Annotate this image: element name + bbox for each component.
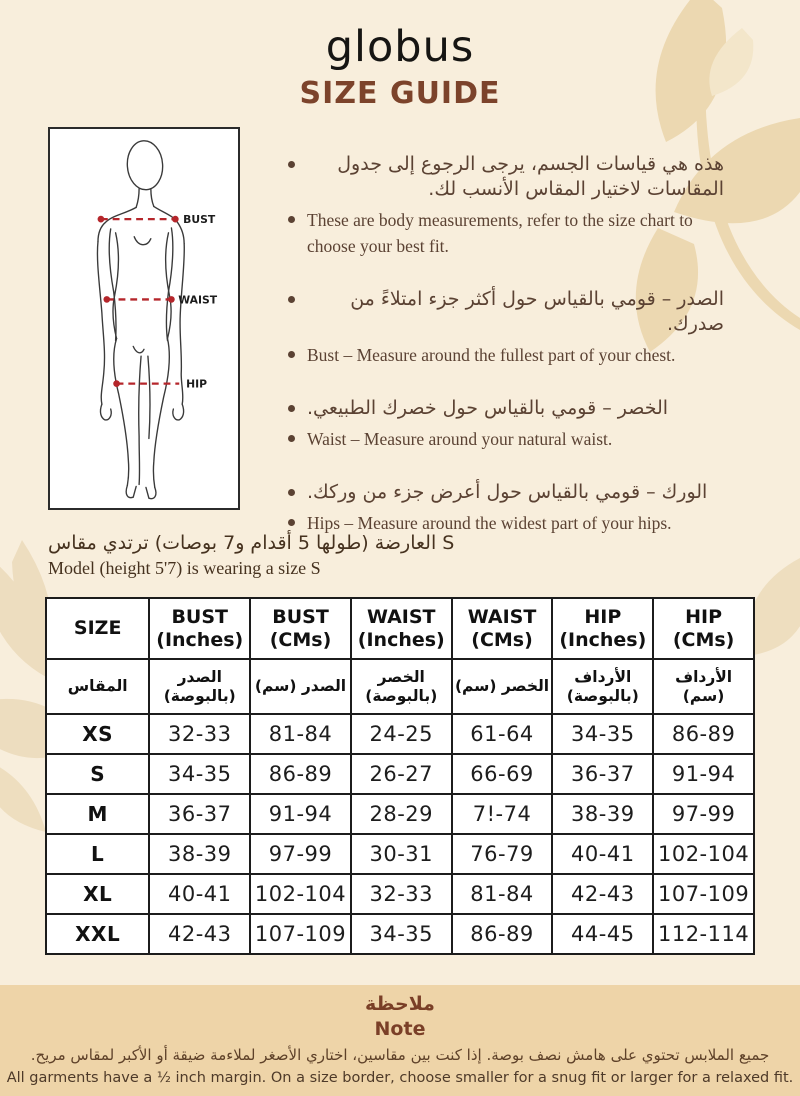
bust-label: BUST — [183, 213, 216, 227]
waist-inches-value: 34-35 — [351, 914, 452, 954]
list-item — [288, 342, 724, 368]
instructions-list — [288, 152, 724, 564]
col-header-hip-cms: HIP (CMs) — [653, 598, 754, 659]
bust-inches-value: 42-43 — [149, 914, 250, 954]
list-item — [288, 207, 724, 259]
instruction-group-hip — [288, 480, 724, 536]
model-note-ar-text: العارضة (طولها 5 أقدام و7 بوصات) ترتدي مقاس — [48, 532, 437, 554]
size-value: XL — [46, 874, 149, 914]
bust-cms-value: 107-109 — [250, 914, 351, 954]
col-header-hip-inches-ar: الأرداف (بالبوصة) — [552, 659, 653, 714]
col-header-size: SIZE — [46, 598, 149, 659]
note-heading-ar: ملاحظة — [365, 993, 435, 1015]
bullet-icon — [288, 296, 295, 303]
note-section — [0, 985, 800, 1096]
col-header-waist-cms: WAIST (CMs) — [452, 598, 553, 659]
col-header-bust-cms-ar: الصدر (سم) — [250, 659, 351, 714]
bust-inches-value: 34-35 — [149, 754, 250, 794]
bust-cms-value: 102-104 — [250, 874, 351, 914]
waist-inches-value: 32-33 — [351, 874, 452, 914]
bullet-icon — [288, 435, 295, 442]
table-header-row-ar — [46, 659, 754, 714]
bust-cms-value: 97-99 — [250, 834, 351, 874]
brand-logo: globus — [325, 22, 475, 72]
bust-inches-value: 32-33 — [149, 714, 250, 754]
page-title: SIZE GUIDE — [299, 76, 501, 111]
table-row — [46, 834, 754, 874]
table-row — [46, 914, 754, 954]
list-item — [288, 426, 724, 452]
table-row — [46, 714, 754, 754]
hip-label: HIP — [186, 377, 208, 391]
instruction-text-ar: الخصر – قومي بالقياس حول خصرك الطبيعي. — [307, 397, 669, 419]
col-header-bust-cms: BUST (CMs) — [250, 598, 351, 659]
bust-inches-value: 38-39 — [149, 834, 250, 874]
model-note-en: Model (height 5'7) is wearing a size S — [48, 558, 321, 578]
note-body-ar: جميع الملابس تحتوي على هامش نصف بوصة. إذا كنت بين مقاسين، اختاري الأصغر لملاءمة ضيقة أو الأكبر لمقاس مريح. — [30, 1046, 770, 1064]
instruction-text-ar: الورك – قومي بالقياس حول أعرض جزء من وركك. — [307, 481, 708, 503]
waist-inches-value: 24-25 — [351, 714, 452, 754]
bullet-icon — [288, 405, 295, 412]
list-item — [288, 287, 724, 337]
waist-cms-value: 81-84 — [452, 874, 553, 914]
instruction-group-general — [288, 152, 724, 259]
hip-inches-value: 40-41 — [552, 834, 653, 874]
hip-inches-value: 42-43 — [552, 874, 653, 914]
hip-inches-value: 34-35 — [552, 714, 653, 754]
table-row — [46, 794, 754, 834]
col-header-size-ar: المقاس — [46, 659, 149, 714]
model-note — [48, 531, 548, 581]
bust-inches-value: 36-37 — [149, 794, 250, 834]
bullet-icon — [288, 519, 295, 526]
instruction-text-ar: هذه هي قياسات الجسم، يرجى الرجوع إلى جدول المقاسات لاختيار المقاس الأنسب لك. — [337, 153, 724, 200]
hip-cms-value: 91-94 — [653, 754, 754, 794]
list-item — [288, 480, 724, 505]
hip-cms-value: 86-89 — [653, 714, 754, 754]
col-header-waist-inches-ar: الخصر (بالبوصة) — [351, 659, 452, 714]
instruction-text-en: Bust – Measure around the fullest part of your chest. — [307, 345, 676, 365]
col-header-waist-inches: WAIST (Inches) — [351, 598, 452, 659]
table-row — [46, 754, 754, 794]
hip-cms-value: 97-99 — [653, 794, 754, 834]
bullet-icon — [288, 489, 295, 496]
size-value: S — [46, 754, 149, 794]
waist-inches-value: 28-29 — [351, 794, 452, 834]
bullet-icon — [288, 351, 295, 358]
hip-inches-value: 44-45 — [552, 914, 653, 954]
waist-cms-value: 86-89 — [452, 914, 553, 954]
size-value: XXL — [46, 914, 149, 954]
hip-inches-value: 36-37 — [552, 754, 653, 794]
waist-cms-value: 7!-74 — [452, 794, 553, 834]
waist-inches-value: 30-31 — [351, 834, 452, 874]
instruction-group-waist — [288, 396, 724, 452]
col-header-bust-inches-ar: الصدر (بالبوصة) — [149, 659, 250, 714]
model-size-letter: S — [442, 532, 455, 554]
instruction-text-ar: الصدر – قومي بالقياس حول أكثر جزء امتلاءً من صدرك. — [350, 288, 724, 335]
bust-cms-value: 86-89 — [250, 754, 351, 794]
hip-inches-value: 38-39 — [552, 794, 653, 834]
waist-cms-value: 61-64 — [452, 714, 553, 754]
size-value: M — [46, 794, 149, 834]
hip-cms-value: 112-114 — [653, 914, 754, 954]
col-header-hip-cms-ar: الأرداف (سم) — [653, 659, 754, 714]
waist-cms-value: 76-79 — [452, 834, 553, 874]
waist-cms-value: 66-69 — [452, 754, 553, 794]
size-value: XS — [46, 714, 149, 754]
size-table — [45, 597, 755, 955]
model-note-ar — [48, 531, 548, 556]
bust-cms-value: 91-94 — [250, 794, 351, 834]
hip-cms-value: 107-109 — [653, 874, 754, 914]
table-header-row-en — [46, 598, 754, 659]
bust-inches-value: 40-41 — [149, 874, 250, 914]
body-outline-illustration — [50, 129, 238, 508]
note-body-en: All garments have a ½ inch margin. On a size border, choose smaller for a snug fit or larger for a relaxed fit. — [6, 1070, 794, 1086]
col-header-hip-inches: HIP (Inches) — [552, 598, 653, 659]
size-value: L — [46, 834, 149, 874]
col-header-bust-inches: BUST (Inches) — [149, 598, 250, 659]
list-item — [288, 152, 724, 202]
bullet-icon — [288, 161, 295, 168]
waist-label: WAIST — [178, 293, 218, 307]
table-row — [46, 874, 754, 914]
bust-cms-value: 81-84 — [250, 714, 351, 754]
instruction-text-en: Hips – Measure around the widest part of your hips. — [307, 513, 672, 533]
measurement-figure — [48, 127, 240, 510]
instruction-group-bust — [288, 287, 724, 368]
list-item — [288, 396, 724, 421]
waist-inches-value: 26-27 — [351, 754, 452, 794]
col-header-waist-cms-ar: الخصر (سم) — [452, 659, 553, 714]
instruction-text-en: These are body measurements, refer to the size chart to choose your best fit. — [307, 210, 693, 256]
note-heading-en: Note — [374, 1018, 426, 1040]
hip-cms-value: 102-104 — [653, 834, 754, 874]
instruction-text-en: Waist – Measure around your natural waist. — [307, 429, 613, 449]
bullet-icon — [288, 216, 295, 223]
